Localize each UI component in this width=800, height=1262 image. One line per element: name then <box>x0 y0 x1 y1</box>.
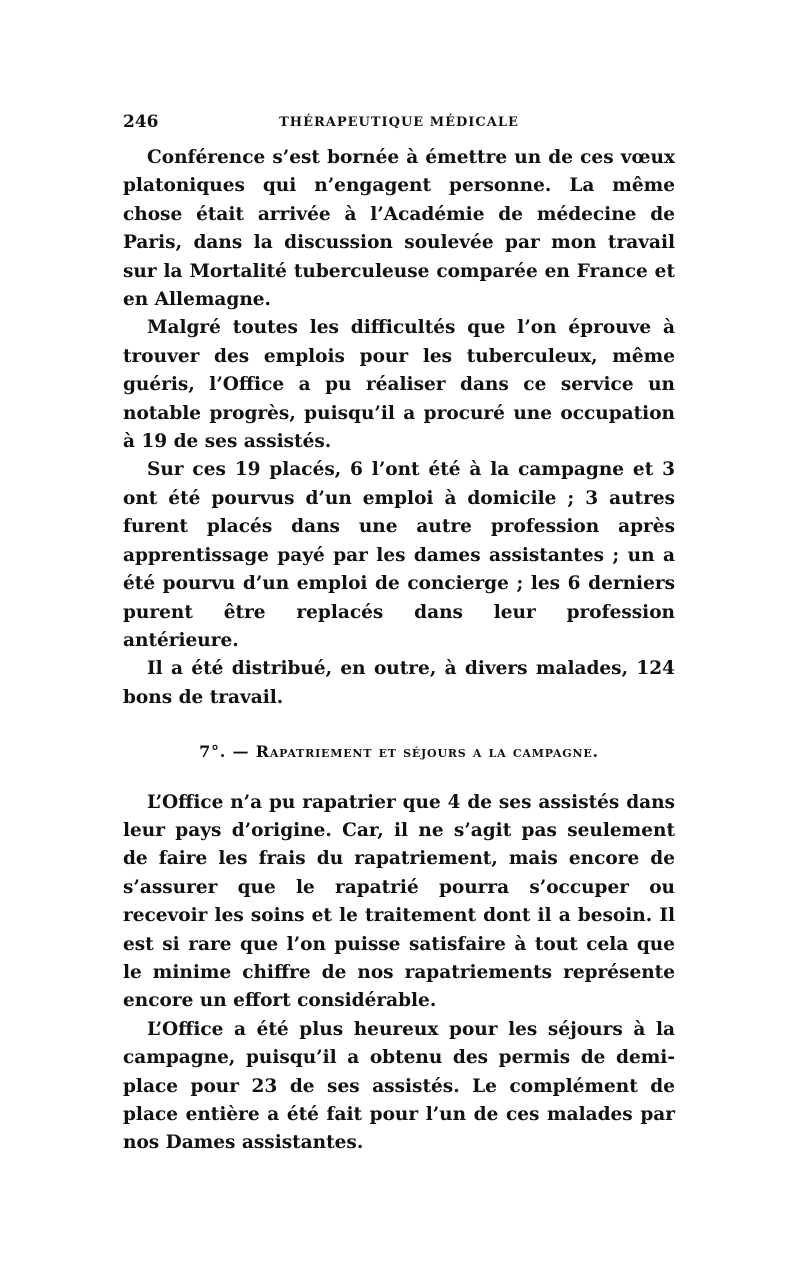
paragraph: L’Office a été plus heureux pour les séjours à la campagne, puisqu’il a obtenu des permis de demi-place pour 23 de ses assistés. Le complément de place entière a été fait pour l’un de ces malades par nos Dames assistantes. <box>123 1018 675 1154</box>
paragraph: Il a été distribué, en outre, à divers malades, 124 bons de travail. <box>123 658 675 708</box>
running-head <box>123 112 675 144</box>
book-page <box>123 112 675 1158</box>
paragraph: Conférence s’est bornée à émettre un de ces vœux platoniques qui n’engagent personne. La même chose était arrivée à l’Académie de médecine de Paris, dans la discussion soulevée par mon travail sur la Mortalité tuberculeuse comparée en France et en Allemagne. <box>123 147 675 311</box>
paragraph: L’Office n’a pu rapatrier que 4 de ses assistés dans leur pays d’origine. Car, il ne s’agit pas seulement de faire les frais du rapatriement, mais encore de s’assurer que le rapatrié pourra s’occuper ou recevoir les soins et le traitement dont il a besoin. Il est si rare que l’on puisse satisfaire à tout cela que le minime chiffre de nos rapatriements représente encore un effort considérable. <box>123 791 675 1012</box>
paragraph: Sur ces 19 placés, 6 l’ont été à la campagne et 3 ont été pourvus d’un emploi à domicile ; 3 autres furent placés dans une autre profession après apprentissage payé par les dames assistantes ; un a été pourvu d’un emploi de concierge ; les 6 derniers purent être replacés dans leur profession antérieure. <box>123 459 675 651</box>
body-text <box>123 144 675 1158</box>
running-title: THÉRAPEUTIQUE MÉDICALE <box>279 115 519 130</box>
page-number: 246 <box>123 112 159 132</box>
section-heading: 7°. — Rapatriement et séjours a la campagne. <box>199 742 599 762</box>
paragraph: Malgré toutes les difficultés que l’on éprouve à trouver des emplois pour les tuberculeux, même guéris, l’Office a pu réaliser dans ce service un notable progrès, puisqu’il a procuré une occupation à 19 de ses assistés. <box>123 317 675 453</box>
